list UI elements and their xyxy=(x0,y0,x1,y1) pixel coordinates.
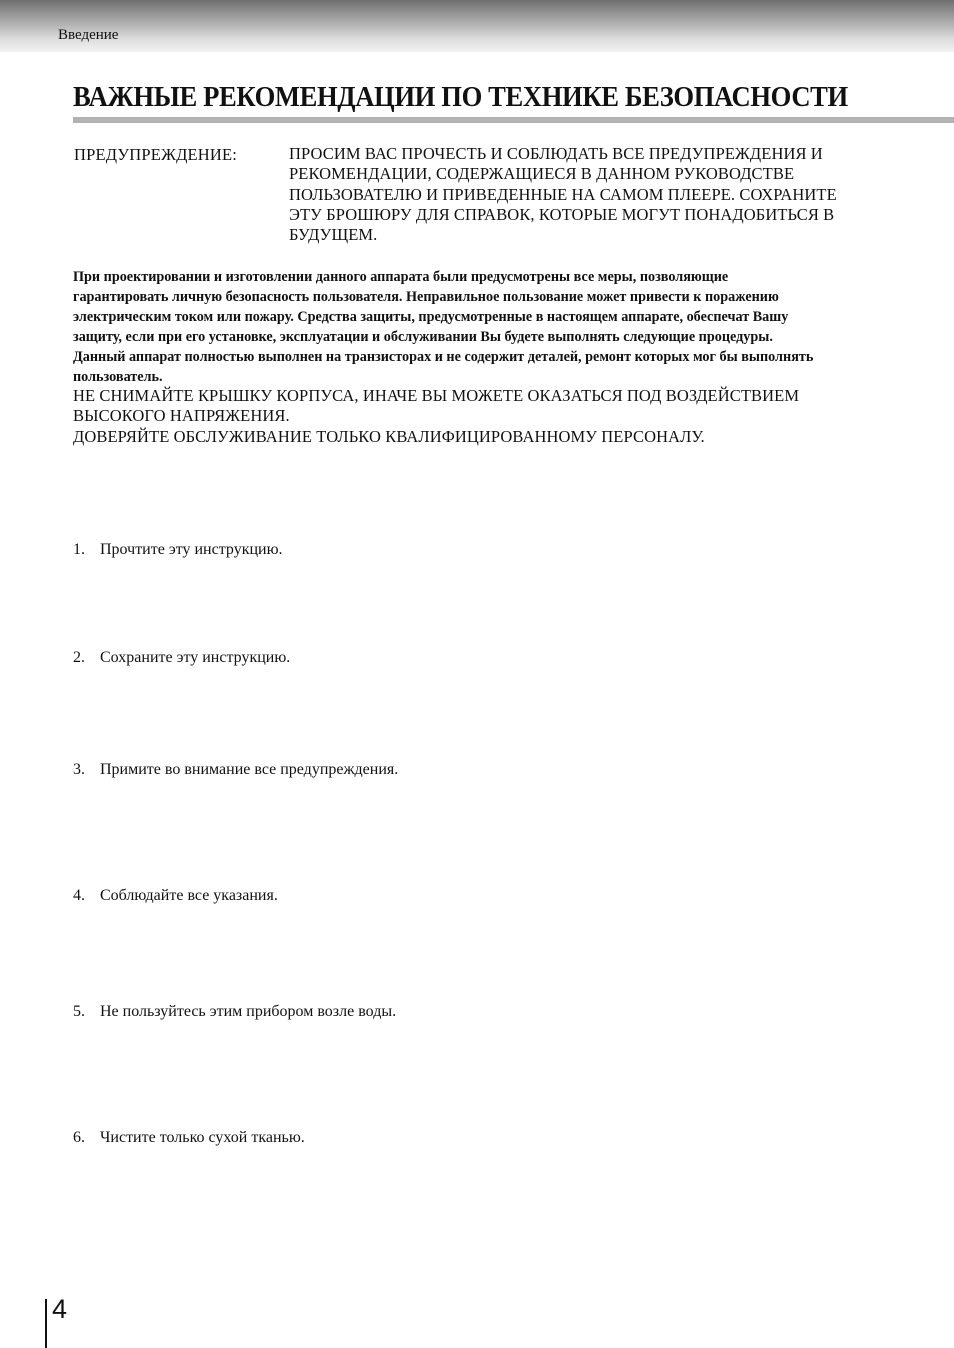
section-label: Введение xyxy=(58,27,119,43)
list-item-number: 2. xyxy=(73,649,85,666)
list-item-number: 6. xyxy=(73,1129,85,1146)
list-item-number: 5. xyxy=(73,1003,85,1020)
list-item-text: Примите во внимание все предупреждения. xyxy=(100,761,399,778)
warning-line: ПОЛЬЗОВАТЕЛЮ И ПРИВЕДЕННЫЕ НА САМОМ ПЛЕЕРЕ. СОХРАНИТЕ xyxy=(289,184,837,204)
list-item-text: Соблюдайте все указания. xyxy=(100,887,278,904)
intro-line: защиту, если при его установке, эксплуатации и обслуживании Вы будете выполнять следующие процедуры. xyxy=(73,329,773,345)
list-item-text: Прочтите эту инструкцию. xyxy=(100,541,283,558)
service-warning: ДОВЕРЯЙТЕ ОБСЛУЖИВАНИЕ ТОЛЬКО КВАЛИФИЦИРОВАННОМУ ПЕРСОНАЛУ. xyxy=(73,427,705,446)
cover-warning-line: НЕ СНИМАЙТЕ КРЫШКУ КОРПУСА, ИНАЧЕ ВЫ МОЖЕТЕ ОКАЗАТЬСЯ ПОД ВОЗДЕЙСТВИЕМ xyxy=(73,386,800,405)
list-item xyxy=(73,761,398,779)
warning-line: РЕКОМЕНДАЦИИ, СОДЕРЖАЩИЕСЯ В ДАННОМ РУКОВОДСТВЕ xyxy=(289,164,795,184)
list-item xyxy=(73,1129,305,1147)
warning-line: БУДУЩЕМ. xyxy=(289,225,378,245)
list-item-number: 4. xyxy=(73,887,85,904)
intro-line: электрическим током или пожару. Средства защиты, предусмотренные в настоящем аппарате, обеспечат Вашу xyxy=(73,309,789,325)
cover-warning xyxy=(73,386,903,427)
cover-warning-line: ВЫСОКОГО НАПРЯЖЕНИЯ. xyxy=(73,406,290,426)
list-item-number: 3. xyxy=(73,761,85,778)
list-item xyxy=(73,887,278,905)
warning-label: ПРЕДУПРЕЖДЕНИЕ: xyxy=(74,145,238,164)
list-item-number: 1. xyxy=(73,541,85,558)
warning-line: ЭТУ БРОШЮРУ ДЛЯ СПРАВОК, КОТОРЫЕ МОГУТ ПОНАДОБИТЬСЯ В xyxy=(289,204,835,224)
intro-line: пользователь. xyxy=(73,369,163,385)
warning-text xyxy=(289,144,909,245)
title-rule xyxy=(73,117,954,123)
page-number: 4 xyxy=(52,1294,68,1324)
intro-paragraph xyxy=(73,267,903,387)
list-item xyxy=(73,541,283,559)
list-item-text: Сохраните эту инструкцию. xyxy=(100,649,291,666)
list-item-text: Чистите только сухой тканью. xyxy=(100,1129,305,1146)
header-band xyxy=(0,0,954,52)
intro-line: гарантировать личную безопасность пользователя. Неправильное пользование может привести к поражению xyxy=(73,289,779,305)
warning-line: ПРОСИМ ВАС ПРОЧЕСТЬ И СОБЛЮДАТЬ ВСЕ ПРЕДУПРЕЖДЕНИЯ И xyxy=(289,144,823,163)
page-title: ВАЖНЫЕ РЕКОМЕНДАЦИИ ПО ТЕХНИКЕ БЕЗОПАСНОСТИ xyxy=(73,82,848,113)
list-item-text: Не пользуйтесь этим прибором возле воды. xyxy=(100,1003,397,1020)
list-item xyxy=(73,1003,396,1021)
intro-line: Данный аппарат полностью выполнен на транзисторах и не содержит деталей, ремонт которых мог бы выполнять xyxy=(73,349,814,365)
page-number-rule xyxy=(45,1299,47,1348)
intro-line: При проектировании и изготовлении данного аппарата были предусмотрены все меры, позволяющие xyxy=(73,269,729,285)
list-item xyxy=(73,649,290,667)
